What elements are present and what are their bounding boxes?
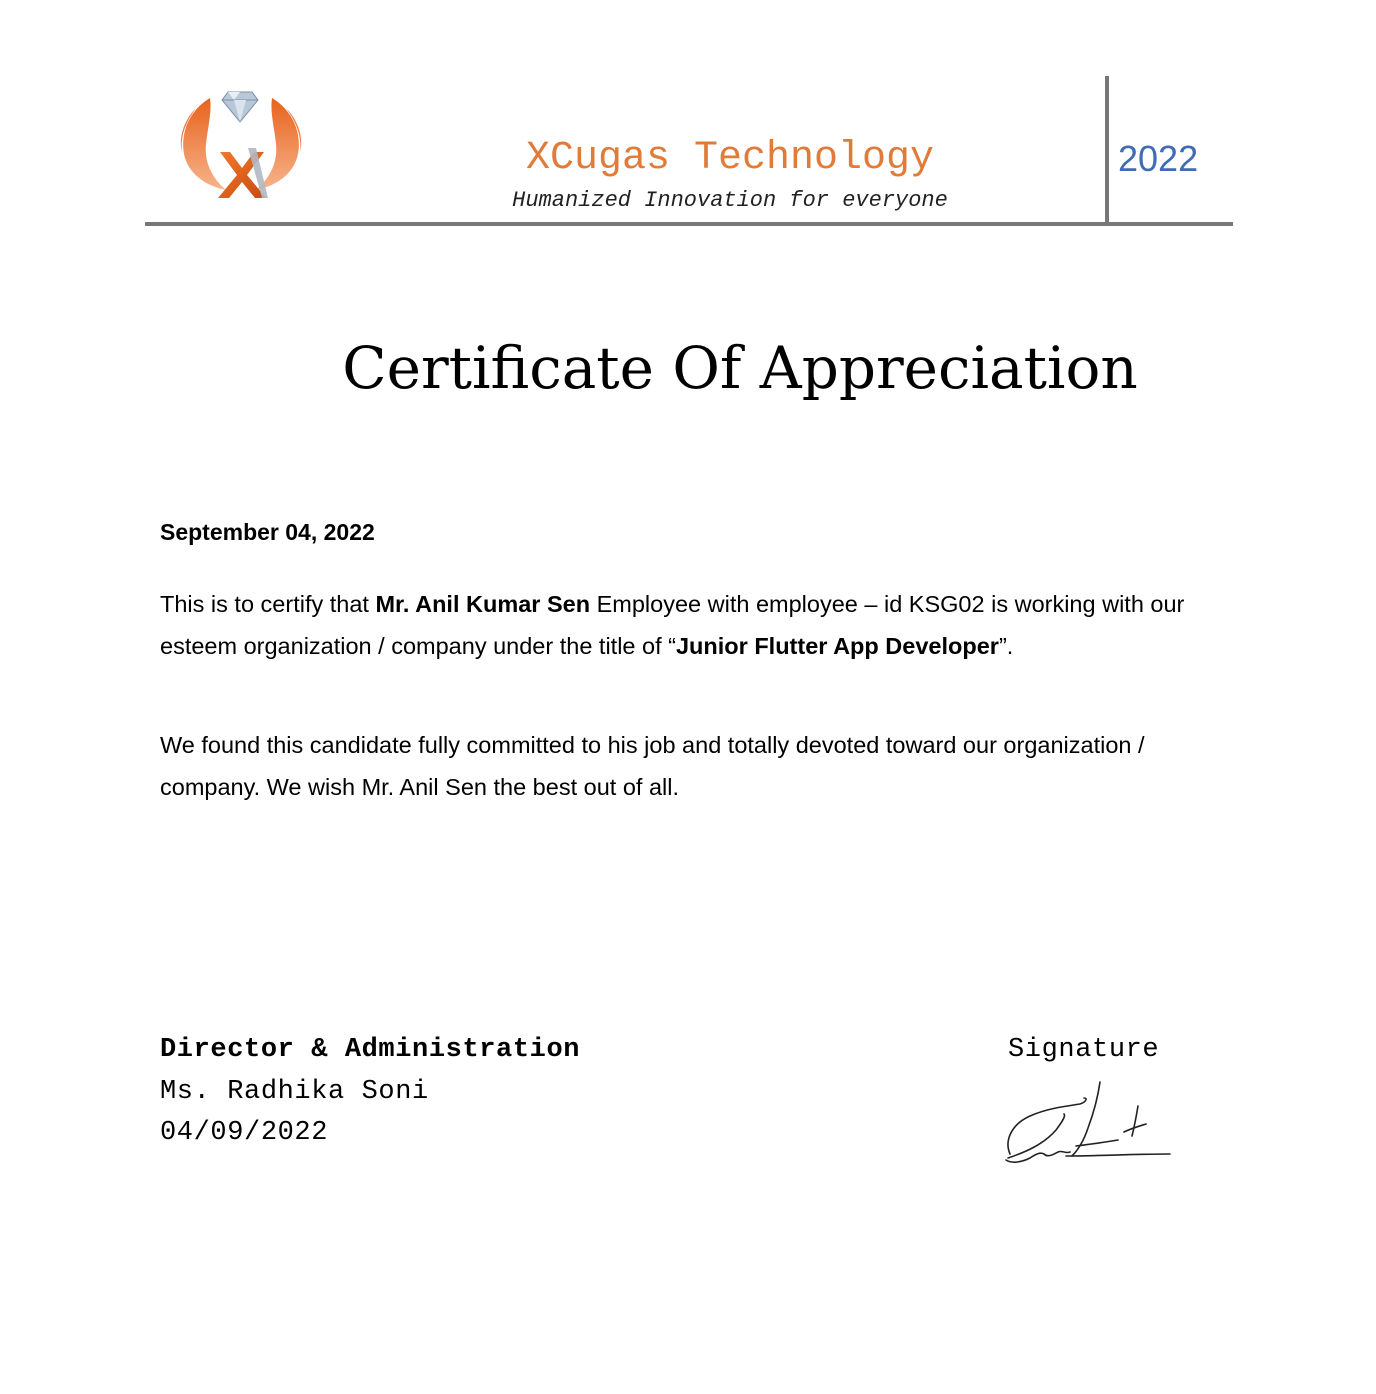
paragraph-closing-text: ”. <box>998 632 1014 659</box>
director-date: 04/09/2022 <box>160 1118 329 1148</box>
certificate-title: Certificate Of Appreciation <box>342 334 1138 402</box>
director-title: Director & Administration <box>160 1035 581 1065</box>
paragraph-middle-text: Employee with employee – id KSG02 is working with our esteem organization / company under the title of “ <box>160 591 1185 659</box>
company-tagline: Humanized Innovation for everyone <box>512 188 948 213</box>
job-title: Junior Flutter App Developer <box>675 632 999 659</box>
company-name: XCugas Technology <box>525 136 935 181</box>
employee-name: Mr. Anil Kumar Sen <box>375 591 591 617</box>
paragraph-intro-text: This is to certify that <box>160 591 376 617</box>
certificate-date: September 04, 2022 <box>160 519 375 545</box>
header-horizontal-divider <box>145 222 1233 226</box>
handwritten-signature-icon <box>996 1074 1176 1170</box>
header-vertical-divider <box>1105 76 1109 226</box>
signature-label: Signature <box>1008 1035 1160 1065</box>
director-name: Ms. Radhika Soni <box>160 1077 429 1107</box>
certification-paragraph <box>160 584 1220 667</box>
appreciation-paragraph: We found this candidate fully committed to his job and totally devoted toward our organization / company. We wish Mr. Anil Sen the best out of all. <box>160 732 1145 800</box>
company-logo-icon <box>176 86 306 202</box>
header-year: 2022 <box>1118 138 1199 179</box>
